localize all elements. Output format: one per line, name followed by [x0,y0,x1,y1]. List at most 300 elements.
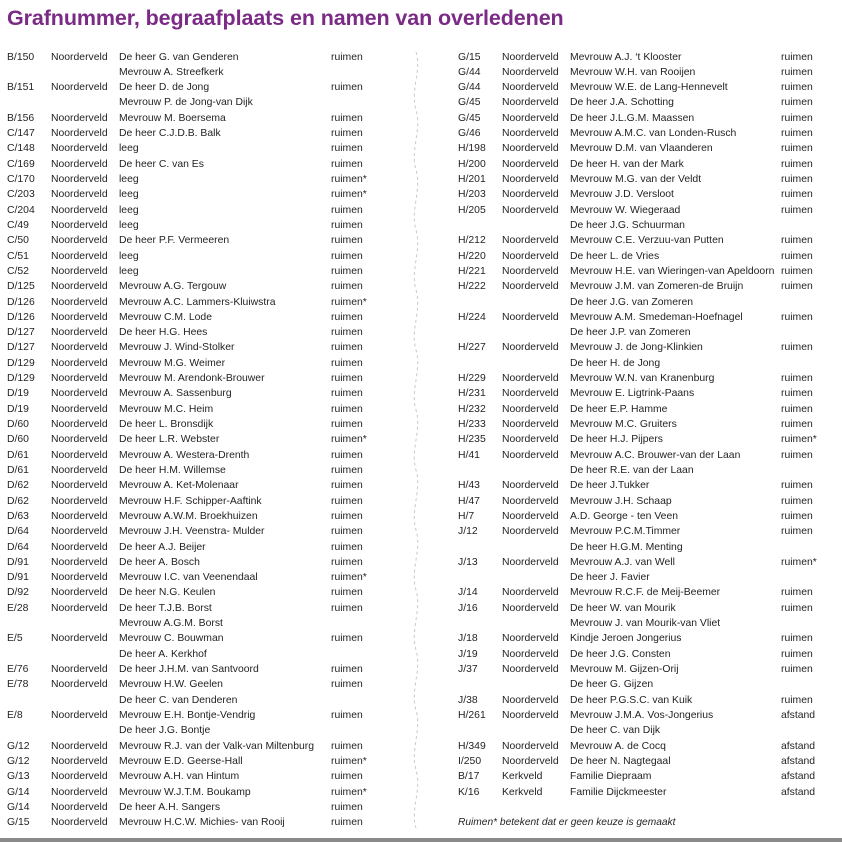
deceased-name: De heer T.J.B. Borst [119,602,212,614]
deceased-name: Mevrouw A. Westera-Drenth [119,449,250,461]
grave-number: H/41 [458,449,480,461]
status: ruimen [781,265,813,277]
status: ruimen [331,250,363,262]
grave-number: H/201 [458,174,486,185]
grave-number: H/205 [458,204,486,216]
table-row [451,187,842,202]
grave-number: G/12 [7,740,30,752]
table-row [451,80,842,95]
table-row [451,141,842,156]
deceased-name: Mevrouw H.E. van Wieringen-van Apeldoorn [570,265,775,277]
deceased-name: De heer N. Nagtegaal [570,755,671,767]
cemetery: Noorderveld [502,112,559,124]
deceased-name: leeg [119,189,139,201]
table-row [0,524,420,539]
status: ruimen [781,112,813,124]
table-row [451,739,842,754]
grave-number: C/51 [7,250,29,262]
table-row [0,540,420,555]
table-row [0,478,420,493]
grave-number: G/13 [7,771,30,783]
status: ruimen [331,817,363,829]
cemetery: Noorderveld [51,128,108,140]
deceased-name: De heer J.G. Schuurman [570,219,685,231]
deceased-name: De heer C. van Es [119,158,204,170]
table-row [0,754,420,769]
deceased-name: Mevrouw A.M. Smedeman-Hoefnagel [570,311,743,323]
grave-number: D/61 [7,449,29,461]
status: ruimen [781,66,813,78]
cemetery: Noorderveld [51,373,108,385]
table-row [0,264,420,279]
cemetery: Noorderveld [502,556,559,568]
status: ruimen [331,327,363,339]
deceased-name: Mevrouw A.G.M. Borst [119,618,223,630]
table-row [451,356,842,371]
status: afstand [781,786,816,798]
grave-number: C/147 [7,128,35,140]
status: ruimen [331,602,363,614]
cemetery: Noorderveld [502,174,559,185]
grave-number: J/38 [458,694,478,706]
cemetery: Noorderveld [51,112,108,124]
table-row [451,65,842,80]
cemetery: Noorderveld [51,204,108,216]
status: ruimen [781,97,813,109]
deceased-name: Mevrouw A. de Cocq [570,740,666,752]
table-row [451,662,842,677]
grave-number: D/129 [7,357,35,369]
cemetery: Noorderveld [502,158,559,170]
table-row [0,80,420,95]
status: ruimen [781,480,813,492]
status: ruimen [781,373,813,385]
cemetery: Noorderveld [502,633,559,645]
deceased-name: Mevrouw A. Ket-Molenaar [119,480,239,492]
cemetery: Noorderveld [502,495,559,507]
status: ruimen* [331,189,367,201]
status: ruimen [331,480,363,492]
deceased-name: Mevrouw A.J. van Well [570,556,675,568]
grave-number: G/44 [458,82,481,94]
deceased-name: Mevrouw W.H. van Rooijen [570,66,696,78]
deceased-name: Mevrouw J.H. Veenstra- Mulder [119,526,265,538]
grave-number: D/63 [7,510,29,522]
table-row [0,631,420,646]
deceased-name: De heer L. Bronsdijk [119,419,214,430]
grave-number: D/125 [7,281,35,293]
grave-number: C/170 [7,174,35,185]
table-row [451,325,842,340]
grave-list-right [451,50,842,800]
status: ruimen [331,112,363,124]
status: ruimen [331,633,363,645]
table-row [451,218,842,233]
cemetery: Noorderveld [51,189,108,201]
table-row [0,325,420,340]
table-row [451,555,842,570]
deceased-name: Mevrouw A.M.C. van Londen-Rusch [570,128,737,140]
status: ruimen [781,189,813,201]
table-row [0,402,420,417]
deceased-name: Mevrouw C.E. Verzuu-van Putten [570,235,724,247]
deceased-name: Mevrouw M.C. Heim [119,403,214,415]
status: ruimen* [331,296,367,308]
deceased-name: De heer J.Tukker [570,480,650,492]
status: ruimen [331,664,363,675]
status: ruimen* [331,434,367,446]
cemetery: Noorderveld [502,602,559,614]
table-row [451,601,842,616]
grave-number: G/45 [458,97,481,109]
table-row [451,509,842,524]
table-row [0,555,420,570]
cemetery: Noorderveld [51,709,108,721]
table-row [0,494,420,509]
cemetery: Noorderveld [502,664,559,675]
deceased-name: Mevrouw E. Ligtrink-Paans [570,388,695,400]
cemetery: Noorderveld [51,342,108,354]
grave-number: J/19 [458,648,478,660]
deceased-name: Mevrouw E.H. Bontje-Vendrig [119,709,256,721]
table-row [0,693,420,708]
grave-number: D/64 [7,526,29,538]
cemetery: Noorderveld [51,403,108,415]
status: ruimen [331,526,363,538]
status: ruimen [331,388,363,400]
grave-number: D/91 [7,556,29,568]
cemetery: Noorderveld [502,403,559,415]
cemetery: Noorderveld [502,128,559,140]
table-row [451,417,842,432]
deceased-name: Mevrouw M. Arendonk-Brouwer [119,373,265,385]
table-row [0,785,420,800]
grave-number: C/148 [7,143,35,155]
grave-number: H/229 [458,373,486,385]
cemetery: Noorderveld [51,556,108,568]
deceased-name: leeg [119,143,139,155]
deceased-name: De heer J.A. Schotting [570,97,674,109]
status: ruimen [331,311,363,323]
grave-number: H/235 [458,434,486,446]
table-row [451,785,842,800]
status: ruimen [781,82,813,94]
deceased-name: De heer A.H. Sangers [119,801,221,813]
deceased-name: De heer J. Favier [570,572,650,584]
table-row [0,723,420,738]
table-row [451,769,842,784]
grave-number: B/150 [7,51,35,63]
grave-number: E/28 [7,602,29,614]
status: ruimen [331,265,363,277]
cemetery: Noorderveld [51,817,108,829]
table-row [0,157,420,172]
status: ruimen* [781,434,817,446]
cemetery: Noorderveld [502,97,559,109]
table-row [0,463,420,478]
table-row [451,157,842,172]
grave-number: G/45 [458,112,481,124]
grave-number: J/18 [458,633,478,645]
status: ruimen [781,403,813,415]
deceased-name: De heer N.G. Keulen [119,587,216,599]
deceased-name: Mevrouw R.J. van der Valk-van Miltenburg [119,740,314,752]
cemetery: Noorderveld [51,388,108,400]
status: afstand [781,709,816,721]
status: ruimen [781,250,813,262]
cemetery: Noorderveld [51,449,108,461]
status: ruimen [781,281,813,293]
table-row [0,509,420,524]
grave-number: D/126 [7,296,35,308]
cemetery: Noorderveld [51,51,108,63]
cemetery: Noorderveld [51,771,108,783]
table-row [451,264,842,279]
table-row [451,340,842,355]
cemetery: Noorderveld [51,357,108,369]
status: ruimen [781,419,813,430]
deceased-name: De heer H. van der Mark [570,158,684,170]
table-row [0,141,420,156]
deceased-name: Mevrouw M.G. Weimer [119,357,226,369]
deceased-name: De heer W. van Mourik [570,602,676,614]
cemetery: Noorderveld [51,281,108,293]
deceased-name: Mevrouw P.C.M.Timmer [570,526,681,538]
deceased-name: De heer C. van Dijk [570,725,661,737]
deceased-name: leeg [119,174,139,185]
deceased-name: De heer J.G. Bontje [119,725,211,737]
cemetery: Noorderveld [51,526,108,538]
deceased-name: Mevrouw H.C.W. Michies- van Rooij [119,817,285,829]
deceased-name: De heer G. Gijzen [570,679,654,691]
deceased-name: De heer J.P. van Zomeren [570,327,691,339]
table-row [451,677,842,692]
grave-number: J/37 [458,664,478,675]
grave-number: C/169 [7,158,35,170]
table-row [451,111,842,126]
grave-number: D/61 [7,464,29,476]
grave-number: J/16 [458,602,478,614]
deceased-name: Mevrouw J.D. Versloot [570,189,674,201]
deceased-name: Mevrouw M.G. van der Veldt [570,174,702,185]
table-row [0,585,420,600]
deceased-name: Mevrouw E.D. Geerse-Hall [119,755,243,767]
status: ruimen [331,556,363,568]
cemetery: Noorderveld [502,755,559,767]
cemetery: Noorderveld [51,801,108,813]
status: ruimen [331,128,363,140]
table-row [0,432,420,447]
deceased-name: Mevrouw J.M.A. Vos-Jongerius [570,709,714,721]
table-row [451,478,842,493]
deceased-name: De heer L. de Vries [570,250,660,262]
cemetery: Noorderveld [51,235,108,247]
status: ruimen [331,587,363,599]
table-row [451,570,842,585]
status: ruimen [781,204,813,216]
status: ruimen [781,495,813,507]
status: ruimen [331,219,363,231]
deceased-name: Mevrouw W.J.T.M. Boukamp [119,786,251,798]
table-row [0,111,420,126]
grave-number: H/222 [458,281,486,293]
deceased-name: De heer J.G. Consten [570,648,671,660]
table-row [451,463,842,478]
grave-number: D/127 [7,327,35,339]
cemetery: Noorderveld [502,449,559,461]
table-row [451,708,842,723]
grave-number: H/220 [458,250,486,262]
table-row [0,172,420,187]
grave-number: D/64 [7,541,29,553]
grave-number: H/261 [458,709,486,721]
grave-number: H/198 [458,143,486,155]
status: ruimen [781,510,813,522]
table-row [0,371,420,386]
grave-number: E/78 [7,679,29,691]
status: ruimen [331,801,363,813]
status: afstand [781,771,816,783]
grave-number: H/227 [458,342,486,354]
table-row [0,677,420,692]
grave-number: D/126 [7,311,35,323]
cemetery: Kerkveld [502,786,543,798]
grave-number: J/13 [458,556,478,568]
table-row [451,402,842,417]
table-row [0,356,420,371]
status: ruimen [781,587,813,599]
cemetery: Noorderveld [51,327,108,339]
deceased-name: Mevrouw H.W. Geelen [119,679,223,691]
deceased-name: De heer L.R. Webster [119,434,220,446]
table-row [451,233,842,248]
table-row [0,386,420,401]
deceased-name: Mevrouw A. Sassenburg [119,388,232,400]
cemetery: Noorderveld [51,311,108,323]
grave-number: D/91 [7,572,29,584]
cemetery: Noorderveld [51,495,108,507]
deceased-name: Mevrouw P. de Jong-van Dijk [119,97,253,109]
grave-number: C/52 [7,265,29,277]
cemetery: Noorderveld [502,434,559,446]
table-row [0,249,420,264]
grave-number: G/14 [7,786,30,798]
table-row [0,233,420,248]
deceased-name: De heer G. van Genderen [119,51,239,63]
table-row [451,585,842,600]
cemetery: Noorderveld [51,464,108,476]
status: ruimen [331,357,363,369]
grave-number: G/44 [458,66,481,78]
table-row [0,739,420,754]
table-row [0,647,420,662]
table-row [451,50,842,65]
deceased-name: De heer A. Kerkhof [119,648,207,660]
table-row [451,494,842,509]
table-row [0,65,420,80]
table-row [0,295,420,310]
deceased-name: Mevrouw A.G. Tergouw [119,281,227,293]
deceased-name: Mevrouw R.C.F. de Meij-Beemer [570,587,721,599]
cemetery: Noorderveld [502,342,559,354]
grave-number: G/15 [458,51,481,63]
deceased-name: Mevrouw A.C. Brouwer-van der Laan [570,449,741,461]
grave-number: H/203 [458,189,486,201]
grave-number: D/92 [7,587,29,599]
table-row [0,601,420,616]
deceased-name: De heer H. de Jong [570,357,661,369]
grave-number: C/203 [7,189,35,201]
grave-number: D/60 [7,434,29,446]
cemetery: Noorderveld [51,296,108,308]
deceased-name: De heer A. Bosch [119,556,200,568]
status: ruimen* [331,174,367,185]
status: ruimen [781,235,813,247]
table-row [451,310,842,325]
cemetery: Noorderveld [51,174,108,185]
cemetery: Noorderveld [502,480,559,492]
cemetery: Noorderveld [51,541,108,553]
cemetery: Noorderveld [51,265,108,277]
table-row [451,631,842,646]
grave-number: H/212 [458,235,486,247]
grave-number: B/17 [458,771,480,783]
table-row [0,218,420,233]
deceased-name: De heer J.L.G.M. Maassen [570,112,695,124]
table-row [451,126,842,141]
status: ruimen [781,143,813,155]
cemetery: Noorderveld [502,311,559,323]
cemetery: Noorderveld [502,373,559,385]
grave-number: C/49 [7,219,29,231]
grave-number: H/224 [458,311,486,323]
status: ruimen [781,648,813,660]
grave-number: D/127 [7,342,35,354]
cemetery: Noorderveld [51,419,108,430]
deceased-name: Mevrouw A. Streefkerk [119,66,224,78]
deceased-name: Familie Dijckmeester [570,786,667,798]
deceased-name: Mevrouw C. Bouwman [119,633,224,645]
deceased-name: leeg [119,250,139,262]
cemetery: Noorderveld [502,740,559,752]
status: ruimen [781,664,813,675]
table-row [0,279,420,294]
deceased-name: Mevrouw M.C. Gruiters [570,419,677,430]
table-row [0,448,420,463]
cemetery: Noorderveld [51,143,108,155]
deceased-name: Mevrouw J. de Jong-Klinkien [570,342,703,354]
table-row [451,754,842,769]
cemetery: Noorderveld [51,572,108,584]
grave-number: G/14 [7,801,30,813]
cemetery: Noorderveld [51,602,108,614]
grave-number: D/62 [7,480,29,492]
table-row [0,340,420,355]
cemetery: Noorderveld [502,419,559,430]
cemetery: Noorderveld [502,250,559,262]
grave-number: C/50 [7,235,29,247]
deceased-name: Mevrouw J.M. van Zomeren-de Bruijn [570,281,744,293]
status: ruimen [331,235,363,247]
cemetery: Kerkveld [502,771,543,783]
table-row [451,616,842,631]
deceased-name: Mevrouw W. Wiegeraad [570,204,681,216]
deceased-name: De heer H.J. Pijpers [570,434,663,446]
status: afstand [781,740,816,752]
status: ruimen [331,51,363,63]
deceased-name: De heer H.M. Willemse [119,464,226,476]
status: ruimen [781,51,813,63]
